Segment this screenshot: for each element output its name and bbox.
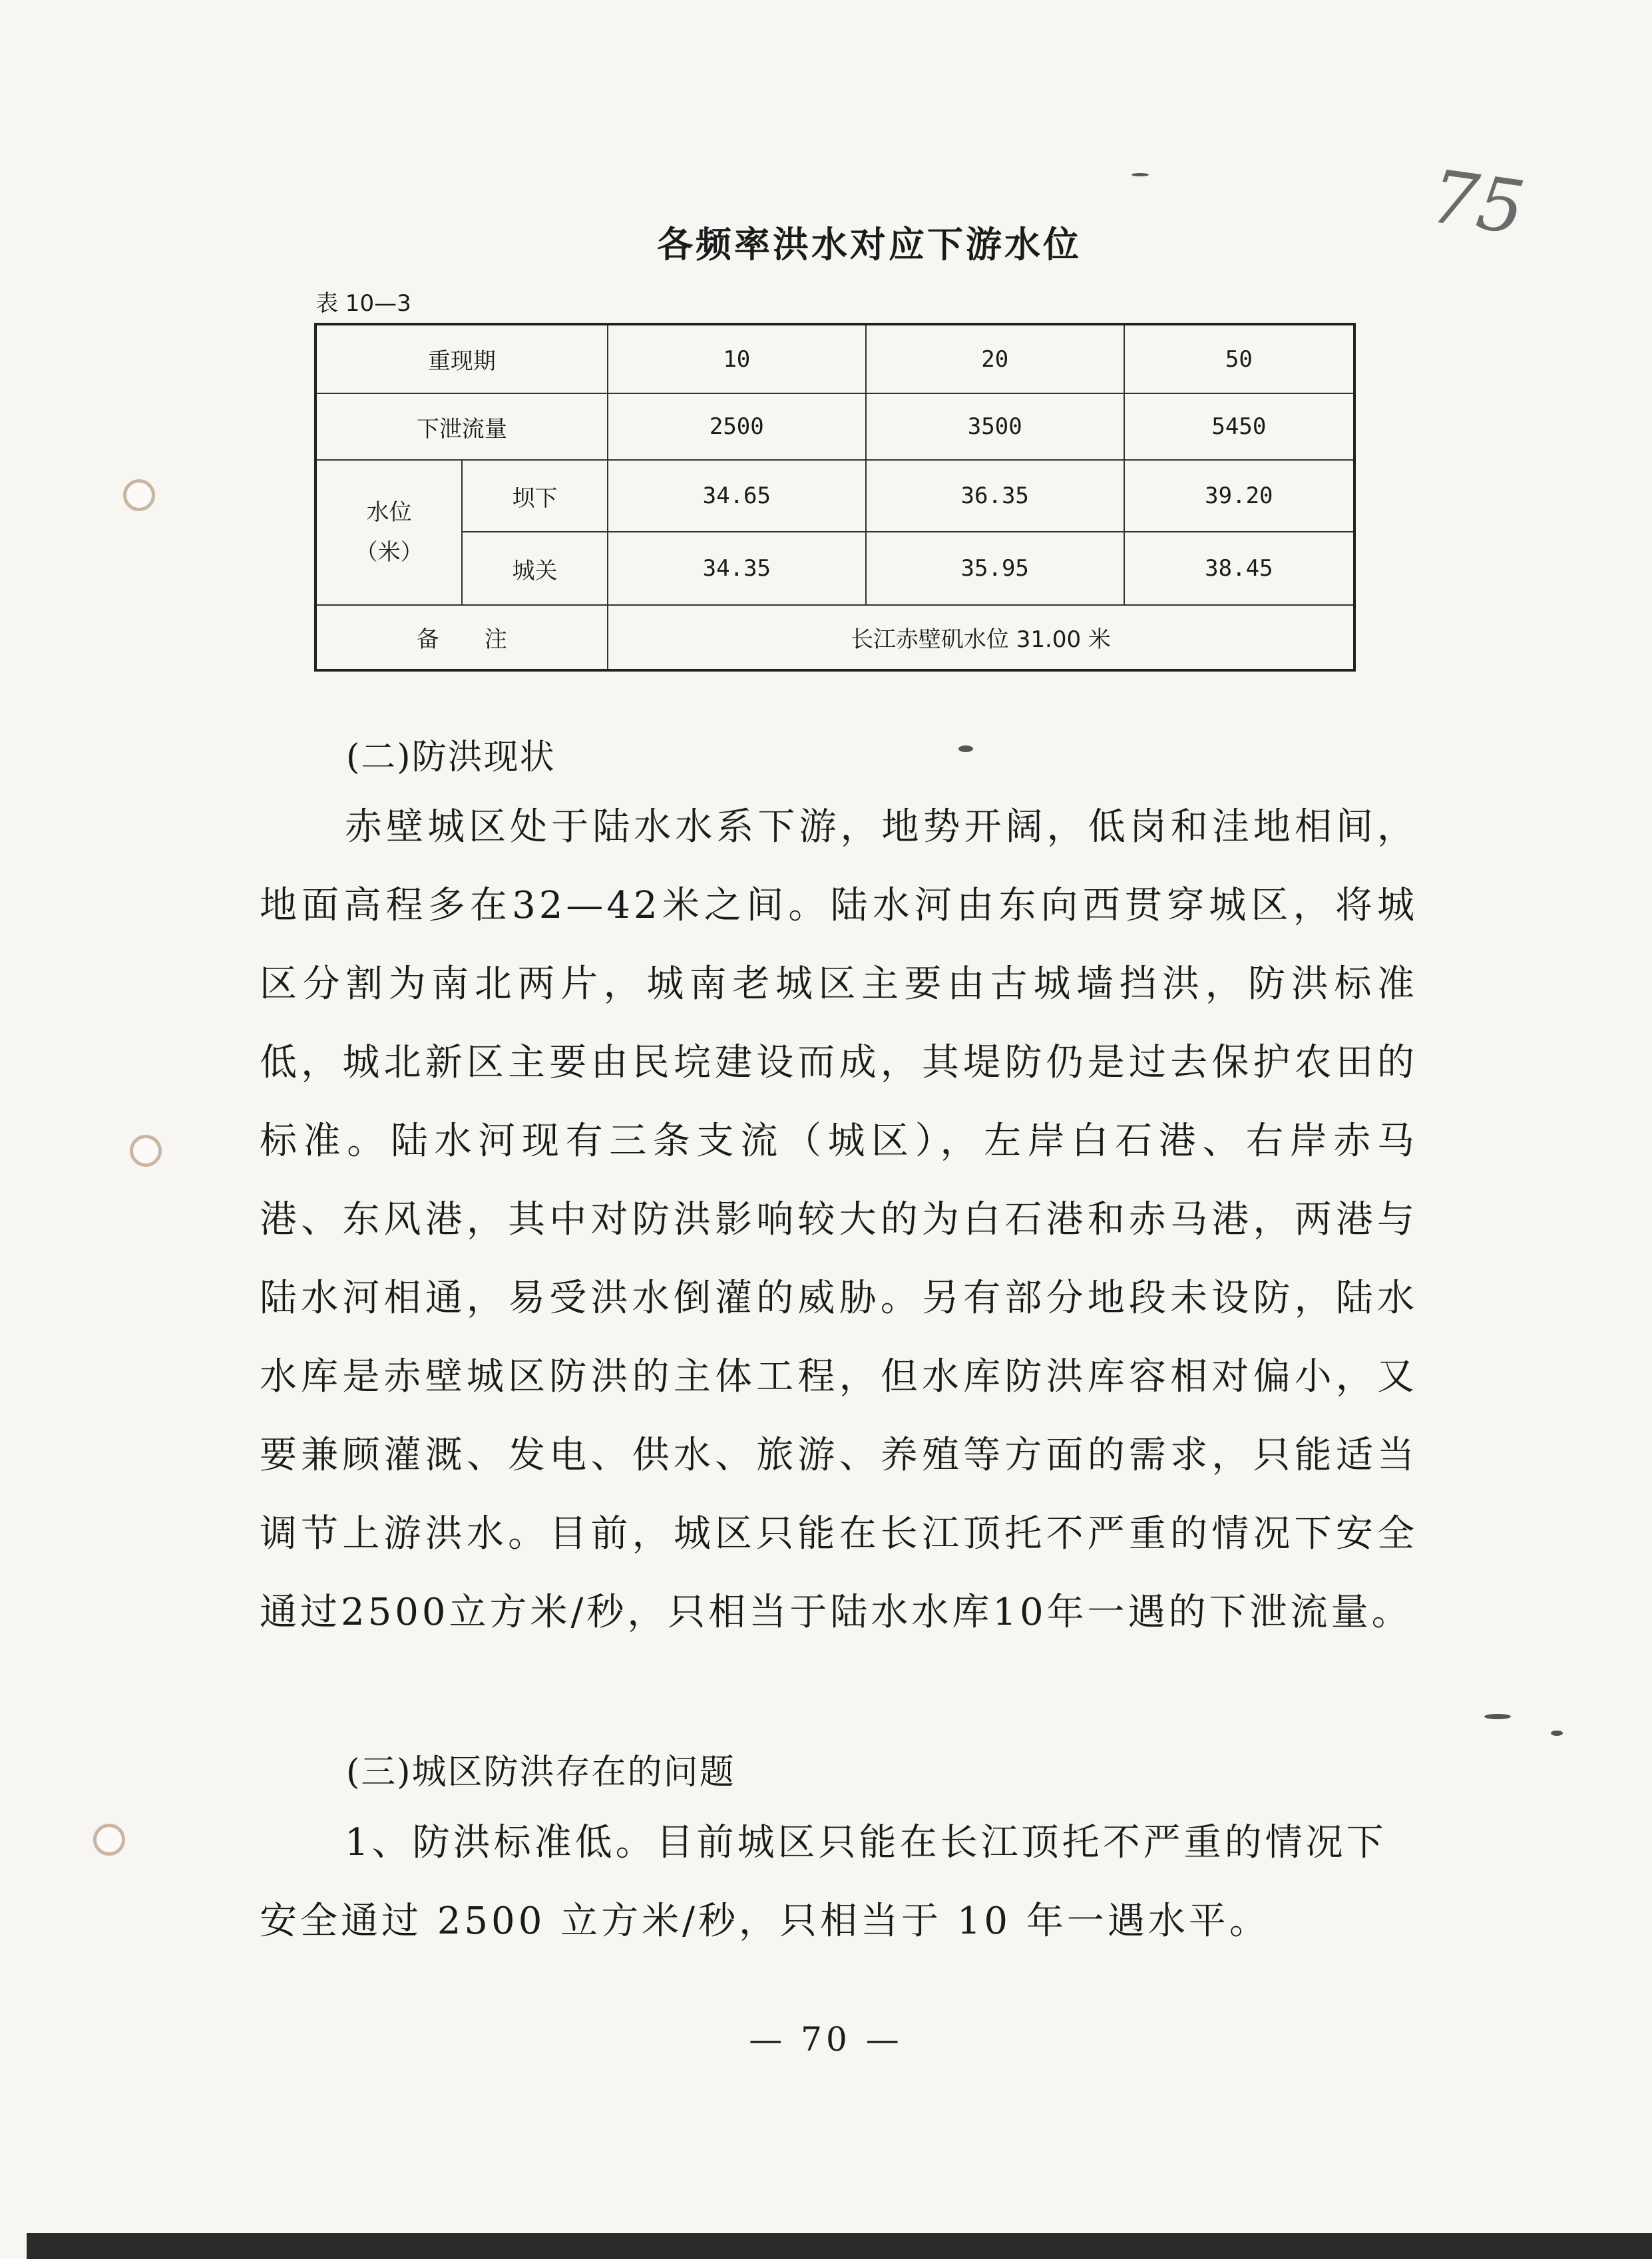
table-cell: 36.35 — [866, 460, 1124, 532]
water-level-label: 水位 — [366, 499, 412, 526]
section-heading-flood-problems: (三)城区防洪存在的问题 — [346, 1752, 735, 1792]
water-level-table — [314, 323, 1356, 672]
row-label-below-dam: 坝下 — [462, 460, 608, 532]
table-cell: 35.95 — [866, 532, 1124, 605]
table-row — [315, 532, 1354, 605]
section-paragraph-flood-problems: 1、防洪标准低。目前城区只能在长江顶托不严重的情况下安全通过 2500 立方米/秒，只相当于 10 年一遇水平。 — [260, 1821, 1387, 1943]
table-number: 表 10—3 — [315, 290, 411, 317]
scan-edge-shadow — [27, 2233, 1652, 2259]
water-level-unit: （米） — [355, 539, 423, 566]
table-title: 各频率洪水对应下游水位 — [657, 224, 1082, 266]
table-cell: 34.35 — [608, 532, 866, 605]
table-cell: 50 — [1124, 324, 1354, 393]
remarks-cell: 长江赤壁矶水位 31.00 米 — [608, 605, 1354, 670]
table-row — [315, 324, 1354, 393]
scan-speck — [1132, 173, 1149, 176]
table-cell: 34.65 — [608, 460, 866, 532]
punch-hole-top — [123, 479, 155, 511]
scan-speck — [958, 745, 973, 752]
table-cell: 38.45 — [1124, 532, 1354, 605]
table-row — [315, 460, 1354, 532]
page-number: — 70 — — [749, 2020, 903, 2059]
row-label-discharge: 下泄流量 — [315, 393, 608, 460]
table-cell: 10 — [608, 324, 866, 393]
table-row — [315, 393, 1354, 460]
row-label-remarks: 备 注 — [315, 605, 608, 670]
table-cell: 5450 — [1124, 393, 1354, 460]
row-label-water-level — [315, 460, 462, 605]
scan-speck — [1551, 1731, 1563, 1736]
table-row — [315, 605, 1354, 670]
handwritten-note: 75 — [1425, 153, 1530, 252]
table-cell: 39.20 — [1124, 460, 1354, 532]
table-cell: 2500 — [608, 393, 866, 460]
scan-speck — [1484, 1714, 1511, 1719]
section-paragraph-flood-status: 赤壁城区处于陆水水系下游，地势开阔，低岗和洼地相间，地面高程多在32—42米之间。陆水河由东向西贯穿城区，将城区分割为南北两片，城南老城区主要由古城墙挡洪，防洪标准低，城北新区主要由民垸建设而成，其堤防仍是过去保护农田的标准。陆水河现有三条支流（城区），左岸白石港、右岸赤马港、东风港，其中对防洪影响较大的为白石港和赤马港，两港与陆水河相通，易受洪水倒灌的威胁。另有部分地段未设防，陆水水库是赤壁城区防洪的主体工程，但水库防洪库容相对偏小，又要兼顾灌溉、发电、供水、旅游、养殖等方面的需求，只能适当调节上游洪水。目前，城区只能在长江顶托不严重的情况下安全通过2500立方米/秒，只相当于陆水水库10年一遇的下泄流量。 — [260, 805, 1418, 1634]
punch-hole-bottom — [93, 1824, 125, 1856]
table-cell: 20 — [866, 324, 1124, 393]
row-label-city-gate: 城关 — [462, 532, 608, 605]
table-cell: 3500 — [866, 393, 1124, 460]
row-label-return-period: 重现期 — [315, 324, 608, 393]
section-heading-flood-status: (二)防洪现状 — [346, 737, 556, 777]
punch-hole-middle — [130, 1135, 162, 1167]
